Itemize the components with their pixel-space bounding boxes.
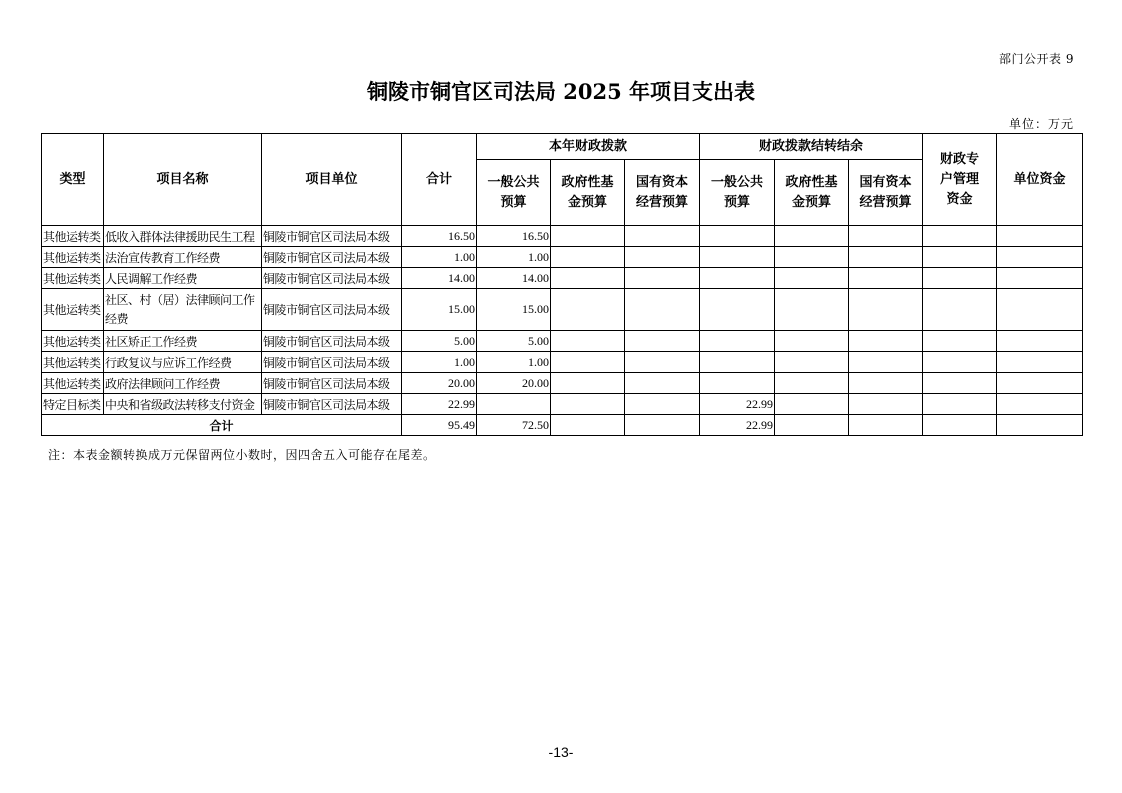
cell-state-capital	[625, 352, 700, 373]
cell-project-name: 政府法律顾问工作经费	[104, 373, 262, 394]
cell-carryover-state-capital	[849, 226, 923, 247]
cell-gov-fund	[551, 289, 625, 331]
cell-state-capital	[625, 268, 700, 289]
cell-project-unit: 铜陵市铜官区司法局本级	[262, 268, 402, 289]
header-type: 类型	[42, 134, 104, 226]
cell-general-budget: 5.00	[477, 331, 551, 352]
cell-total: 5.00	[402, 331, 477, 352]
cell-type: 其他运转类	[42, 352, 104, 373]
cell-unit-fund	[997, 373, 1083, 394]
cell-general-budget: 15.00	[477, 289, 551, 331]
cell-gov-fund	[551, 247, 625, 268]
cell-project-name: 社区、村（居）法律顾问工作经费	[104, 289, 262, 331]
header-carryover-group: 财政拨款结转结余	[700, 134, 923, 160]
header-state-capital: 国有资本经营预算	[625, 160, 700, 226]
cell-special-fund	[923, 268, 997, 289]
cell-unit-fund	[997, 352, 1083, 373]
total-cell-special-fund	[923, 415, 997, 436]
cell-project-name: 人民调解工作经费	[104, 268, 262, 289]
cell-carryover-general-budget	[700, 373, 775, 394]
page-number: -13-	[548, 744, 574, 760]
header-project-name: 项目名称	[104, 134, 262, 226]
header-general-budget: 一般公共预算	[477, 160, 551, 226]
cell-type: 其他运转类	[42, 289, 104, 331]
cell-project-unit: 铜陵市铜官区司法局本级	[262, 352, 402, 373]
header-project-unit: 项目单位	[262, 134, 402, 226]
cell-total: 16.50	[402, 226, 477, 247]
table-row	[42, 268, 1083, 289]
cell-unit-fund	[997, 247, 1083, 268]
unit-label: 单位：万元	[1008, 117, 1074, 131]
table-row	[42, 373, 1083, 394]
cell-state-capital	[625, 394, 700, 415]
total-cell-total: 95.49	[402, 415, 477, 436]
cell-carryover-general-budget	[700, 226, 775, 247]
cell-general-budget: 14.00	[477, 268, 551, 289]
cell-total: 1.00	[402, 352, 477, 373]
cell-special-fund	[923, 247, 997, 268]
cell-general-budget	[477, 394, 551, 415]
cell-project-name: 行政复议与应诉工作经费	[104, 352, 262, 373]
header-unit-fund: 单位资金	[997, 134, 1083, 226]
cell-total: 14.00	[402, 268, 477, 289]
cell-general-budget: 16.50	[477, 226, 551, 247]
cell-unit-fund	[997, 289, 1083, 331]
cell-carryover-state-capital	[849, 289, 923, 331]
cell-carryover-state-capital	[849, 268, 923, 289]
project-expenditure-table	[41, 133, 1083, 436]
total-cell-gov-fund	[551, 415, 625, 436]
total-cell-carryover-general-budget: 22.99	[700, 415, 775, 436]
cell-unit-fund	[997, 331, 1083, 352]
cell-project-unit: 铜陵市铜官区司法局本级	[262, 289, 402, 331]
cell-gov-fund	[551, 268, 625, 289]
cell-special-fund	[923, 226, 997, 247]
total-label: 合计	[42, 415, 402, 436]
table-row	[42, 394, 1083, 415]
cell-carryover-state-capital	[849, 331, 923, 352]
cell-special-fund	[923, 352, 997, 373]
cell-carryover-state-capital	[849, 247, 923, 268]
cell-state-capital	[625, 331, 700, 352]
cell-type: 其他运转类	[42, 331, 104, 352]
cell-project-unit: 铜陵市铜官区司法局本级	[262, 247, 402, 268]
cell-project-unit: 铜陵市铜官区司法局本级	[262, 226, 402, 247]
total-cell-carryover-state-capital	[849, 415, 923, 436]
total-row	[42, 415, 1083, 436]
table-row	[42, 226, 1083, 247]
header-carryover-gov-fund: 政府性基金预算	[775, 160, 849, 226]
cell-type: 特定目标类	[42, 394, 104, 415]
cell-carryover-general-budget	[700, 331, 775, 352]
header-current-year-group: 本年财政拨款	[477, 134, 700, 160]
cell-carryover-general-budget	[700, 268, 775, 289]
cell-total: 1.00	[402, 247, 477, 268]
cell-project-name: 低收入群体法律援助民生工程	[104, 226, 262, 247]
cell-total: 22.99	[402, 394, 477, 415]
cell-carryover-gov-fund	[775, 352, 849, 373]
cell-general-budget: 1.00	[477, 352, 551, 373]
header-carryover-general-budget: 一般公共预算	[700, 160, 775, 226]
cell-carryover-general-budget	[700, 289, 775, 331]
total-cell-unit-fund	[997, 415, 1083, 436]
document-code: 部门公开表 9	[999, 52, 1074, 66]
cell-gov-fund	[551, 373, 625, 394]
cell-project-name: 法治宣传教育工作经费	[104, 247, 262, 268]
cell-carryover-state-capital	[849, 352, 923, 373]
table-row	[42, 247, 1083, 268]
footnote: 注：本表金额转换成万元保留两位小数时，因四舍五入可能存在尾差。	[48, 448, 436, 462]
cell-carryover-gov-fund	[775, 373, 849, 394]
cell-gov-fund	[551, 226, 625, 247]
cell-total: 20.00	[402, 373, 477, 394]
total-cell-general-budget: 72.50	[477, 415, 551, 436]
cell-carryover-gov-fund	[775, 289, 849, 331]
header-total: 合计	[402, 134, 477, 226]
header-carryover-state-capital: 国有资本经营预算	[849, 160, 923, 226]
cell-project-unit: 铜陵市铜官区司法局本级	[262, 394, 402, 415]
cell-carryover-gov-fund	[775, 268, 849, 289]
cell-general-budget: 20.00	[477, 373, 551, 394]
cell-type: 其他运转类	[42, 247, 104, 268]
cell-type: 其他运转类	[42, 226, 104, 247]
header-gov-fund: 政府性基金预算	[551, 160, 625, 226]
total-cell-carryover-gov-fund	[775, 415, 849, 436]
cell-type: 其他运转类	[42, 373, 104, 394]
cell-project-name: 中央和省级政法转移支付资金	[104, 394, 262, 415]
cell-carryover-gov-fund	[775, 226, 849, 247]
cell-total: 15.00	[402, 289, 477, 331]
cell-special-fund	[923, 394, 997, 415]
cell-gov-fund	[551, 331, 625, 352]
cell-unit-fund	[997, 226, 1083, 247]
document-title: 铜陵市铜官区司法局 2025 年项目支出表	[366, 79, 756, 104]
cell-carryover-gov-fund	[775, 247, 849, 268]
table-row	[42, 289, 1083, 331]
cell-gov-fund	[551, 394, 625, 415]
cell-special-fund	[923, 289, 997, 331]
cell-special-fund	[923, 331, 997, 352]
cell-carryover-gov-fund	[775, 394, 849, 415]
cell-carryover-general-budget: 22.99	[700, 394, 775, 415]
cell-gov-fund	[551, 352, 625, 373]
cell-state-capital	[625, 226, 700, 247]
table-row	[42, 352, 1083, 373]
cell-carryover-gov-fund	[775, 331, 849, 352]
cell-project-unit: 铜陵市铜官区司法局本级	[262, 331, 402, 352]
cell-unit-fund	[997, 268, 1083, 289]
header-special-fund: 财政专户管理资金	[923, 134, 997, 226]
cell-general-budget: 1.00	[477, 247, 551, 268]
cell-state-capital	[625, 289, 700, 331]
cell-state-capital	[625, 247, 700, 268]
cell-project-unit: 铜陵市铜官区司法局本级	[262, 373, 402, 394]
cell-project-name: 社区矫正工作经费	[104, 331, 262, 352]
cell-unit-fund	[997, 394, 1083, 415]
table-row	[42, 331, 1083, 352]
cell-carryover-state-capital	[849, 394, 923, 415]
cell-carryover-general-budget	[700, 352, 775, 373]
cell-carryover-general-budget	[700, 247, 775, 268]
cell-special-fund	[923, 373, 997, 394]
total-cell-state-capital	[625, 415, 700, 436]
cell-state-capital	[625, 373, 700, 394]
cell-type: 其他运转类	[42, 268, 104, 289]
cell-carryover-state-capital	[849, 373, 923, 394]
